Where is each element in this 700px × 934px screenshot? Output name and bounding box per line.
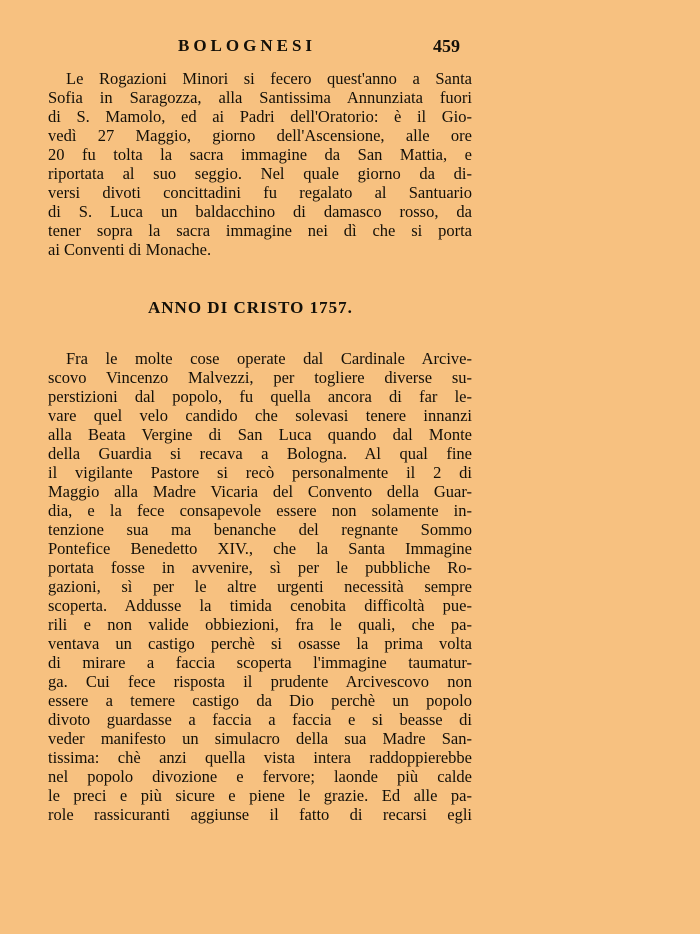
text-line: Fra le molte cose operate dal Cardinale Arcive- <box>66 349 472 368</box>
text-line: dia, e la fece consapevole essere non solamente in- <box>48 501 472 520</box>
text-line: ai Conventi di Monache. <box>48 240 212 259</box>
text-line: le preci e più sicure e piene le grazie. Ed alle pa- <box>48 786 472 805</box>
text-line: di mirare a faccia scoperta l'immagine taumatur- <box>48 653 472 672</box>
text-line: portata fosse in avvenire, sì per le pubbliche Ro- <box>48 558 472 577</box>
text-line: scovo Vincenzo Malvezzi, per togliere diverse su- <box>48 368 472 387</box>
text-line: Sofia in Saragozza, alla Santissima Annunziata fuori <box>48 88 472 107</box>
text-line: vedì 27 Maggio, giorno dell'Ascensione, alle ore <box>48 126 472 145</box>
text-line: Maggio alla Madre Vicaria del Convento della Guar- <box>48 482 472 501</box>
text-line: scoperta. Addusse la timida cenobita difficoltà pue- <box>48 596 472 615</box>
text-line: nel popolo divozione e fervore; laonde più calde <box>48 767 472 786</box>
text-line: ventava un castigo perchè si osasse la prima volta <box>48 634 472 653</box>
text-line: veder manifesto un simulacro della sua Madre San- <box>48 729 472 748</box>
text-line: ga. Cui fece risposta il prudente Arcivescovo non <box>48 672 472 691</box>
running-head <box>48 36 460 58</box>
text-line: di S. Luca un baldacchino di damasco rosso, da <box>48 202 472 221</box>
text-line: della Guardia si recava a Bologna. Al qual fine <box>48 444 472 463</box>
text-line: gazioni, sì per le altre urgenti necessità sempre <box>48 577 472 596</box>
text-line: di S. Mamolo, ed ai Padri dell'Oratorio: è il Gio- <box>48 107 472 126</box>
text-line: divoto guardasse a faccia a faccia e si beasse di <box>48 710 472 729</box>
text-line: rili e non valide obbiezioni, fra le quali, che pa- <box>48 615 472 634</box>
section-heading: ANNO DI CRISTO 1757. <box>148 298 353 317</box>
text-line: 20 fu tolta la sacra immagine da San Mattia, e <box>48 145 472 164</box>
text-line: versi divoti concittadini fu regalato al Santuario <box>48 183 472 202</box>
text-line: alla Beata Vergine di San Luca quando dal Monte <box>48 425 472 444</box>
text-line: role rassicuranti aggiunse il fatto di recarsi egli <box>48 805 472 824</box>
text-line: perstizioni dal popolo, fu quella ancora di far le- <box>48 387 472 406</box>
text-line: tener sopra la sacra immagine nei dì che si porta <box>48 221 472 240</box>
text-line: tissima: chè anzi quella vista intera raddoppierebbe <box>48 748 472 767</box>
text-line: vare quel velo candido che solevasi tenere innanzi <box>48 406 472 425</box>
text-line: tenzione sua ma benanche del regnante Sommo <box>48 520 472 539</box>
page-number: 459 <box>433 36 460 56</box>
running-title: BOLOGNESI <box>178 36 317 55</box>
text-line: essere a temere castigo da Dio perchè un popolo <box>48 691 472 710</box>
text-line: il vigilante Pastore si recò personalmente il 2 di <box>48 463 472 482</box>
text-line: riportata al suo seggio. Nel quale giorno da di- <box>48 164 472 183</box>
text-line: Le Rogazioni Minori si fecero quest'anno a Santa <box>66 69 472 88</box>
text-line: Pontefice Benedetto XIV., che la Santa Immagine <box>48 539 472 558</box>
